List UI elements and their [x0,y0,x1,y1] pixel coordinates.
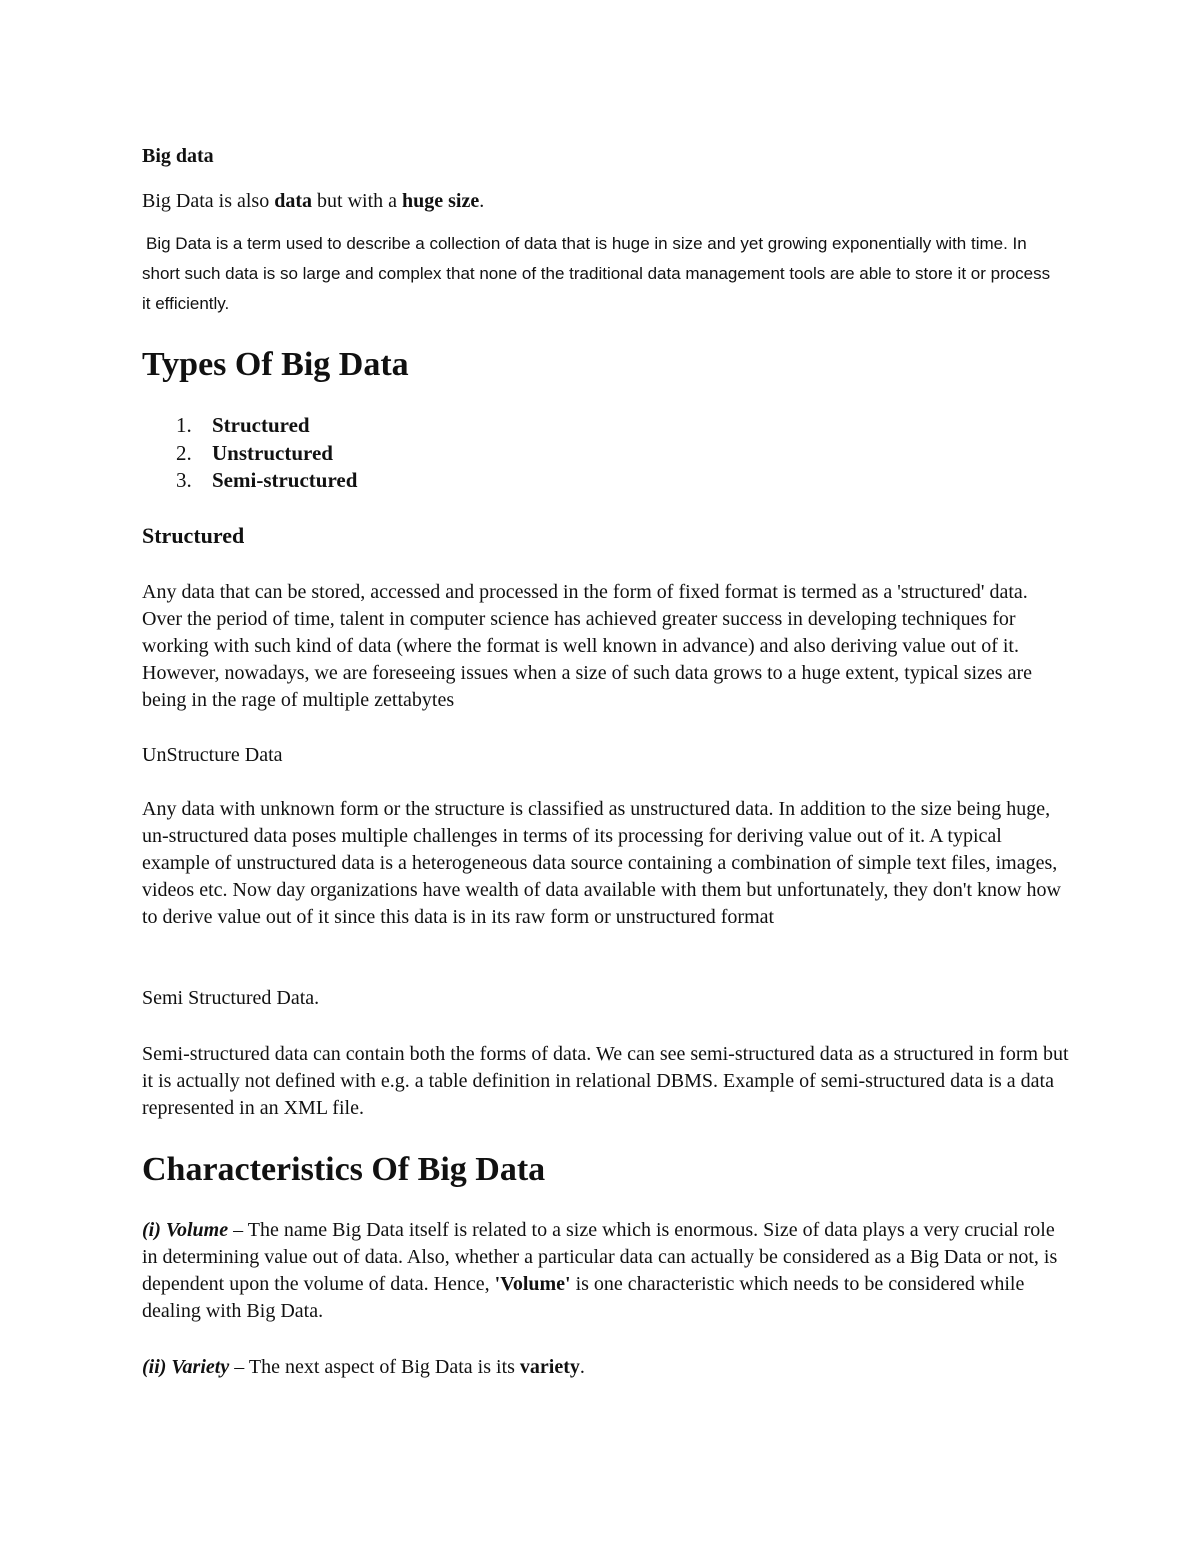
volume-paragraph: (i) Volume – The name Big Data itself is related to a size which is enormous. Size of data plays a very crucial role in determining value out of data. Also, whether a particular data can actually be considered as a Big Data or not, is dependent upon the volume of data. Hence, 'Volume' is one characteristic which needs to be considered while dealing with Big Data. [142,1219,1058,1322]
characteristics-heading: Characteristics Of Big Data [142,1151,546,1188]
intro-title: Big data [142,145,214,167]
intro-line: Big Data is also data but with a huge size. [142,190,485,212]
intro-definition: Big Data is a term used to describe a collection of data that is huge in size and yet growing exponentially with time. In short such data is so large and complex that none of the traditional data management tools are able to store it or process it efficiently. [142,234,1051,313]
semi-heading: Semi Structured Data. [142,987,320,1009]
variety-paragraph: (ii) Variety – The next aspect of Big Data is its variety. [142,1356,585,1378]
structured-body: Any data that can be stored, accessed and processed in the form of fixed format is termed as a 'structured' data. Over the period of time, talent in computer science has achieved greater success in developing techniques for working with such kind of data (where the format is well known in advance) and also deriving value out of it. However, nowadays, we are foreseeing issues when a size of such data grows to a huge extent, typical sizes are being in the rage of multiple zettabytes [142,581,1032,711]
semi-body: Semi-structured data can contain both the forms of data. We can see semi-structured data as a structured in form but it is actually not defined with e.g. a table definition in relational DBMS. Example of semi-structured data is a data represented in an XML file. [142,1043,1069,1119]
structured-heading: Structured [142,523,245,548]
unstructured-heading: UnStructure Data [142,744,283,766]
types-heading: Types Of Big Data [142,346,409,383]
unstructured-body: Any data with unknown form or the structure is classified as unstructured data. In addition to the size being huge, un-structured data poses multiple challenges in terms of its processing for deriving value out of it. A typical example of unstructured data is a heterogeneous data source containing a combination of simple text files, images, videos etc. Now day organizations have wealth of data available with them but unfortunately, they don't know how to derive value out of it since this data is in its raw form or unstructured format [142,798,1061,928]
document-page: Big data Big Data is also data but with a huge size. Big Data is a term used to describe a collection of data that is huge in size and yet growing exponentially with time. In short such data is so large and complex that none of the traditional data management tools are able to store it or process it efficiently. Types Of Big Data 1. Structured 2. Unstructured 3. Semi-structured Structured Any data that can be stored, accessed and processed in the form of fixed format is termed as a 'structured' data. Over the period of time, talent in computer science has achieved greater success in developing techniques for working with such kind of data (where the format is well known in advance) and also deriving value out of it. However, nowadays, we are foreseeing issues when a size of such data grows to a huge extent, typical sizes are being in the rage of multiple zettabytes UnStructure Data Any data with unknown form or the structure is classified as unstructured data. In addition to the size being huge, un-structured data poses multiple challenges in terms of its processing for deriving value out of it. A typical example of unstructured data is a heterogeneous data source containing a combination of simple text files, images, videos etc. Now day organizations have wealth of data available with them but unfortunately, they don't know how to derive value out of it since this data is in its raw form or unstructured format Semi Structured Data. Semi-structured data can contain both the forms of data. We can see semi-structured data as a structured in form but it is actually not defined with e.g. a table definition in relational DBMS. Example of semi-structured data is a data represented in an XML file. Characteristics Of Big Data (i) Volume – The name Big Data itself is related to a size which is enormous. Size of data plays a very crucial role in determining value out of data. Also, whether a particular data can actually be considered as a Big Data or not, is dependent upon the volume of data. Hence, 'Volume' is one characteristic which needs to be considered while dealing with Big Data. (ii) Variety – The next aspect of Big Data is its variety. [0,0,1200,1553]
